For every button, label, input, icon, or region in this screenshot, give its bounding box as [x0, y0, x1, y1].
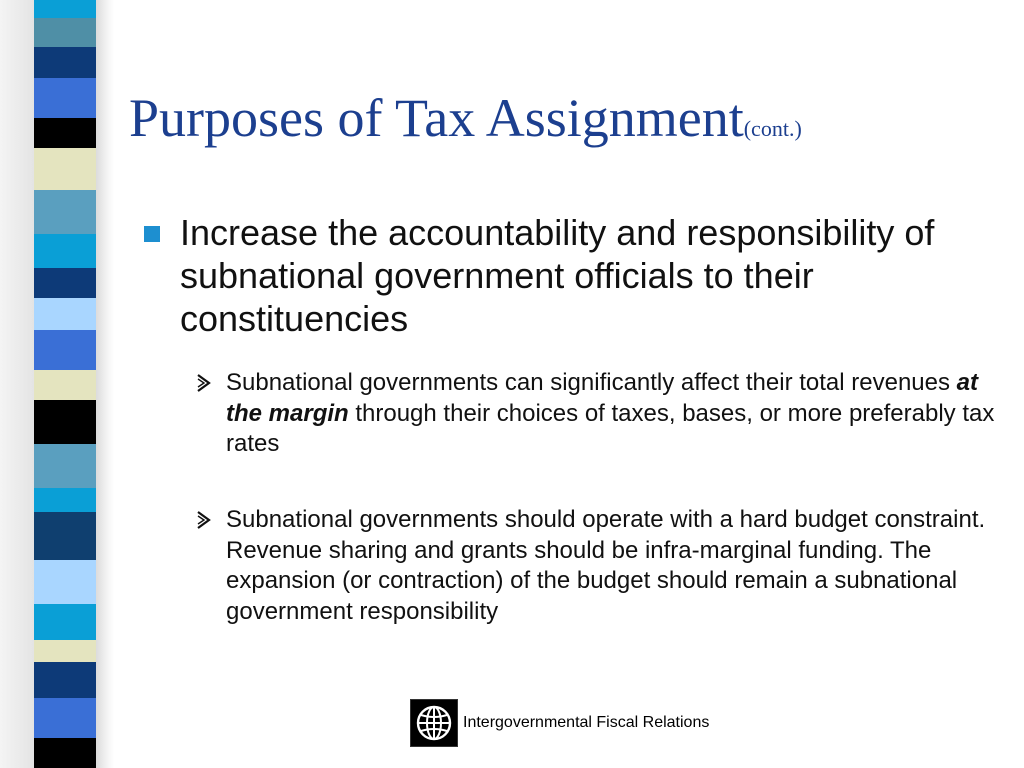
strip-color-block — [34, 190, 96, 234]
square-bullet-icon — [144, 226, 160, 242]
strip-color-block — [34, 560, 96, 604]
main-bullet-text: Increase the accountability and responsibility of subnational government officials to their constituencies — [180, 212, 935, 339]
decorative-strip-shadow — [0, 0, 34, 768]
strip-color-block — [34, 698, 96, 738]
main-bullet-item — [144, 211, 994, 340]
strip-color-block — [34, 268, 96, 298]
arrow-bullet-icon — [195, 509, 213, 531]
strip-color-block — [34, 298, 96, 330]
globe-icon-graphic — [414, 703, 454, 743]
decorative-strip-edge — [96, 0, 114, 768]
footer — [410, 699, 709, 747]
sub-bullet-text-part: Subnational governments can significantly affect their total revenues — [226, 369, 957, 396]
sub-bullet-item — [195, 505, 995, 627]
strip-color-block — [34, 738, 96, 768]
strip-color-block — [34, 0, 96, 18]
strip-color-block — [34, 78, 96, 118]
emphasis-text: at the margin — [226, 369, 978, 427]
sub-bullet-text — [226, 368, 995, 460]
sub-bullet-text-part: through their choices of taxes, bases, or more preferably tax rates — [226, 399, 995, 457]
strip-color-block — [34, 18, 96, 47]
strip-color-block — [34, 118, 96, 148]
strip-color-block — [34, 604, 96, 640]
strip-color-block — [34, 662, 96, 698]
slide-title — [129, 86, 802, 161]
strip-color-block — [34, 400, 96, 444]
strip-color-block — [34, 330, 96, 370]
slide-title-text: Purposes of Tax Assignment — [129, 88, 744, 148]
strip-color-block — [34, 488, 96, 512]
sub-bullet-text: Subnational governments should operate with a hard budget constraint. Revenue sharing and grants should be infra-marginal funding. The expansion (or contraction) of the budget should remain a subnational government responsibility — [226, 506, 986, 625]
strip-color-block — [34, 234, 96, 268]
globe-icon — [410, 699, 458, 747]
strip-color-block — [34, 370, 96, 400]
strip-color-block — [34, 47, 96, 78]
strip-color-block — [34, 512, 96, 560]
strip-color-block — [34, 148, 96, 190]
slide-title-suffix: (cont.) — [743, 116, 802, 141]
strip-color-block — [34, 640, 96, 662]
strip-color-block — [34, 444, 96, 488]
decorative-color-strip — [34, 0, 96, 768]
footer-text: Intergovernmental Fiscal Relations — [463, 714, 710, 731]
arrow-bullet-icon — [195, 372, 213, 394]
sub-bullet-item — [195, 368, 995, 460]
